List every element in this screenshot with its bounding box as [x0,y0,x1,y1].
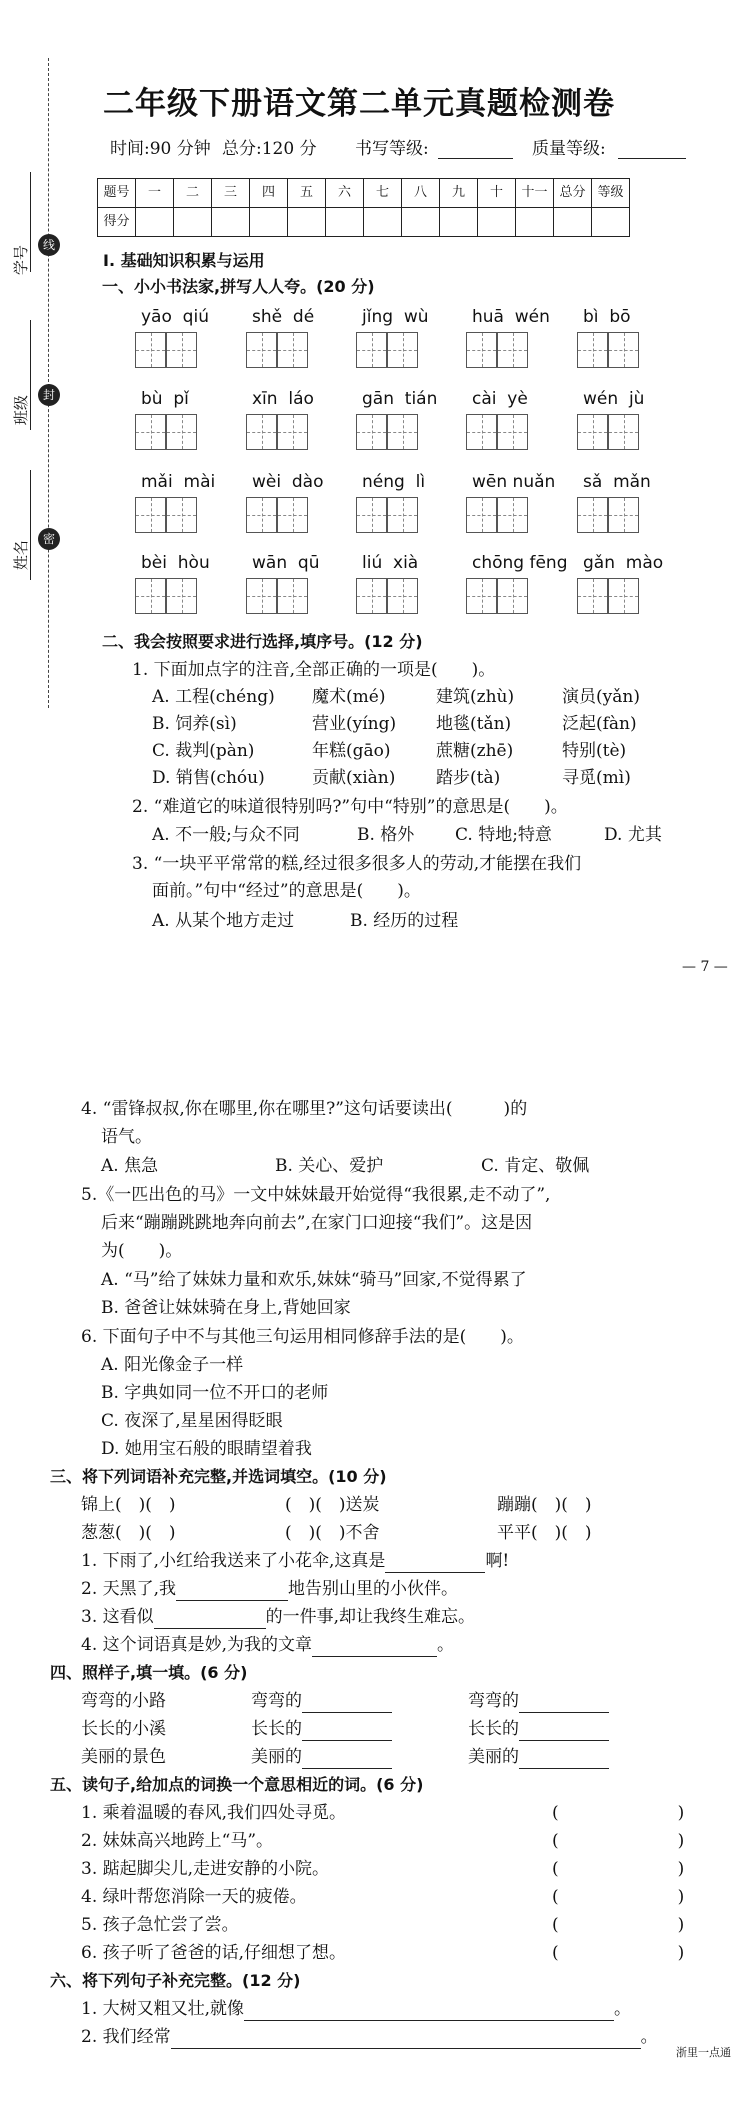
s2-q4-option-c[interactable]: C. 肯定、敬佩 [481,1156,590,1176]
pinyin-label: bì bō [583,307,631,327]
sentence-end: 。 [640,2027,658,2047]
pinyin-label: jǐng wù [362,307,429,327]
score-cell[interactable] [402,208,440,237]
writing-box[interactable] [246,414,277,450]
s4-example: 弯弯的小路 [81,1691,166,1711]
s4-item [468,1718,609,1741]
pinyin-label: wān qū [252,553,320,573]
option-word: 年糕(gāo) [312,741,391,761]
s4-item [468,1746,609,1769]
pinyin-label: bù pǐ [141,389,189,409]
s2-q3-option-b[interactable]: B. 经历的过程 [350,911,459,931]
writing-box[interactable] [608,497,639,533]
writing-box[interactable] [166,414,197,450]
pinyin-label: gān tián [362,389,438,409]
s2-q2-option-d[interactable]: D. 尤其 [604,825,662,845]
writing-box[interactable] [466,332,497,368]
score-cell[interactable] [478,208,516,237]
s3-q3 [81,1606,475,1629]
s2-q4-option-a[interactable]: A. 焦急 [101,1156,159,1176]
writing-box[interactable] [246,332,277,368]
s2-q6-option-b[interactable]: B. 字典如同一位不开口的老师 [101,1383,329,1403]
s3-q4 [81,1634,454,1657]
writing-box[interactable] [277,414,308,450]
item-prefix: 美丽的 [468,1747,519,1767]
table-cell: 二 [174,179,212,208]
s2-q2-option-b[interactable]: B. 格外 [357,825,415,845]
s5-item: 2. 妹妹高兴地跨上“马”。 [81,1831,274,1851]
pinyin-label: gǎn mào [583,553,664,573]
sentence-text: 2. 我们经常 [81,2027,171,2047]
pinyin-label: liú xià [362,553,419,573]
writing-box[interactable] [608,578,639,614]
writing-box[interactable] [135,578,166,614]
s3-word-5[interactable]: ( )( )不舍 [285,1523,380,1543]
s5-answer[interactable]: ( ) [552,1887,685,1907]
s2-q3-line1: 3. “一块平平常常的糕,经过很多很多人的劳动,才能摆在我们 [132,854,582,874]
s3-word-4[interactable]: 葱葱( )( ) [81,1523,176,1543]
pinyin-label: shě dé [252,307,315,327]
sentence-text: 地告别山里的小伙伴。 [288,1579,459,1599]
s2-q1-option-d[interactable] [152,767,265,790]
writing-box[interactable] [166,497,197,533]
writing-box[interactable] [166,332,197,368]
fill-blank[interactable] [171,2048,641,2049]
s3-word-2[interactable]: ( )( )送炭 [285,1495,380,1515]
writing-box[interactable] [277,497,308,533]
option-word: 演员(yǎn) [562,687,640,707]
info-score: 总分:120 分 [222,139,317,159]
writing-box[interactable] [497,332,528,368]
writing-box[interactable] [497,578,528,614]
fill-blank[interactable] [302,1712,392,1713]
table-cell: 得分 [98,208,136,237]
score-table-score-row [98,208,630,237]
s4-heading: 四、照样子,填一填。(6 分) [50,1663,248,1682]
sentence-text: 啊! [485,1551,510,1571]
s2-q4-line1: 4. “雷锋叔叔,你在哪里,你在哪里?”这句话要读出( )的 [81,1099,528,1119]
writing-box[interactable] [577,578,608,614]
score-cell[interactable] [440,208,478,237]
s5-answer[interactable]: ( ) [552,1915,685,1935]
writing-box[interactable] [246,497,277,533]
option-word: 营业(yíng) [312,714,397,734]
s2-q6: 6. 下面句子中不与其他三句运用相同修辞手法的是( )。 [81,1327,524,1347]
table-cell: 题号 [98,179,136,208]
fill-blank[interactable] [312,1656,437,1657]
s3-q1 [81,1550,509,1573]
sentence-text: 。 [437,1635,455,1655]
pinyin-label: yāo qiú [141,307,209,327]
s5-item: 3. 踮起脚尖儿,走进安静的小院。 [81,1859,330,1879]
info-quality: 质量等级: [532,139,606,159]
s2-q5-line1: 5.《一匹出色的马》一文中妹妹最开始觉得“我很累,走不动了”, [81,1185,551,1205]
label-student-id: 学号 [11,245,30,276]
s5-item: 5. 孩子急忙尝了尝。 [81,1915,239,1935]
s2-q6-option-c[interactable]: C. 夜深了,星星困得眨眼 [101,1411,283,1431]
s5-item: 4. 绿叶帮您消除一天的疲倦。 [81,1887,307,1907]
s2-q2-option-a[interactable]: A. 不一般;与众不同 [152,825,300,845]
writing-box[interactable] [356,414,387,450]
s5-heading: 五、读句子,给加点的词换一个意思相近的词。(6 分) [50,1775,424,1794]
table-cell: 总分 [554,179,592,208]
score-cell[interactable] [212,208,250,237]
score-table [97,178,630,237]
table-cell: 七 [364,179,402,208]
quality-blank[interactable] [618,158,686,159]
s2-q1: 1. 下面加点字的注音,全部正确的一项是( )。 [132,660,496,680]
score-cell[interactable] [364,208,402,237]
writing-box[interactable] [387,578,418,614]
s2-q5-line3: 为( )。 [101,1241,183,1261]
s5-answer[interactable]: ( ) [552,1943,685,1963]
table-cell: 十 [478,179,516,208]
label-name: 姓名 [11,540,30,571]
writing-box[interactable] [577,497,608,533]
class-underline [30,320,32,430]
label-class: 班级 [11,395,30,426]
writing-box[interactable] [497,497,528,533]
table-cell: 六 [326,179,364,208]
s5-item: 1. 乘着温暖的春风,我们四处寻觅。 [81,1803,347,1823]
s6-heading: 六、将下列句子补充完整。(12 分) [50,1971,301,1990]
score-cell[interactable] [516,208,554,237]
pinyin-label: huā wén [472,307,550,327]
s6-q1 [81,1998,631,2021]
item-prefix: 美丽的 [251,1747,302,1767]
table-cell: 四 [250,179,288,208]
writing-box[interactable] [577,332,608,368]
score-cell[interactable] [592,208,630,237]
sentence-text: 4. 这个词语真是妙,为我的文章 [81,1635,313,1655]
option-word: 泛起(fàn) [562,714,637,734]
pinyin-label: néng lì [362,472,426,492]
writing-box[interactable] [387,497,418,533]
s2-q5-option-b[interactable]: B. 爸爸让妹妹骑在身上,背她回家 [101,1298,351,1318]
fill-blank[interactable] [519,1712,609,1713]
table-cell: 九 [440,179,478,208]
table-cell: 一 [136,179,174,208]
seal-secret: 密 [38,528,60,550]
s2-q3-line2: 面前。”句中“经过”的意思是( )。 [152,881,421,901]
fill-blank[interactable] [519,1740,609,1741]
table-cell: 八 [402,179,440,208]
s2-q6-option-a[interactable]: A. 阳光像金子一样 [101,1355,244,1375]
fill-blank[interactable] [154,1628,266,1629]
fill-blank[interactable] [244,2020,614,2021]
info-time: 时间:90 分钟 [110,139,211,159]
pinyin-label: xīn láo [252,389,314,409]
s4-item [251,1718,392,1741]
writing-box[interactable] [277,578,308,614]
writing-box[interactable] [387,332,418,368]
item-prefix: 长长的 [468,1719,519,1739]
score-cell[interactable] [174,208,212,237]
writing-box[interactable] [577,414,608,450]
s2-q1-option-b[interactable] [152,713,237,736]
table-cell: 五 [288,179,326,208]
option-word: 特别(tè) [562,741,627,761]
writing-box[interactable] [246,578,277,614]
fill-blank[interactable] [302,1740,392,1741]
fill-blank[interactable] [176,1600,288,1601]
option-word: 地毯(tǎn) [436,714,512,734]
writing-blank[interactable] [438,158,513,159]
item-prefix: 弯弯的 [468,1691,519,1711]
s2-q1-option-c[interactable] [152,740,254,763]
writing-box[interactable] [356,497,387,533]
pinyin-label: sǎ mǎn [583,472,651,492]
s5-item: 6. 孩子听了爸爸的话,仔细想了想。 [81,1943,347,1963]
s4-example: 美丽的景色 [81,1747,166,1767]
student-id-underline [30,172,32,272]
option-text: A. 工程(chéng) [152,687,275,707]
pinyin-label: mǎi mài [141,472,216,492]
seal-line: 线 [38,234,60,256]
option-word: 蔗糖(zhē) [436,741,514,761]
name-underline [30,470,32,580]
score-cell[interactable] [326,208,364,237]
s4-example: 长长的小溪 [81,1719,166,1739]
table-cell: 十一 [516,179,554,208]
fill-blank[interactable] [519,1768,609,1769]
option-text: D. 销售(chóu) [152,768,265,788]
s3-heading: 三、将下列词语补充完整,并选词填空。(10 分) [50,1467,387,1486]
sentence-text: 3. 这看似 [81,1607,154,1627]
writing-box[interactable] [387,414,418,450]
writing-box[interactable] [608,414,639,450]
footer-brand: 浙里一点通 [676,2046,731,2059]
option-text: B. 饲养(sì) [152,714,237,734]
writing-box[interactable] [166,578,197,614]
writing-box[interactable] [356,332,387,368]
writing-box[interactable] [466,578,497,614]
writing-box[interactable] [608,332,639,368]
page-title: 二年级下册语文第二单元真题检测卷 [103,86,615,122]
item-prefix: 弯弯的 [251,1691,302,1711]
s6-q2 [81,2026,658,2049]
s2-heading: 二、我会按照要求进行选择,填序号。(12 分) [102,632,423,651]
s2-q2-option-c[interactable]: C. 特地;特意 [455,825,552,845]
fill-blank[interactable] [385,1572,485,1573]
table-cell: 等级 [592,179,630,208]
s3-q2 [81,1578,458,1601]
writing-box[interactable] [277,332,308,368]
pinyin-label: bèi hòu [141,553,210,573]
option-word: 贡献(xiàn) [312,768,396,788]
s4-item [251,1690,392,1713]
score-cell[interactable] [250,208,288,237]
sentence-text: 的一件事,却让我终生难忘。 [265,1607,476,1627]
option-word: 建筑(zhù) [436,687,515,707]
sentence-text: 2. 天黑了,我 [81,1579,177,1599]
score-cell[interactable] [136,208,174,237]
s2-q4-line2: 语气。 [101,1127,152,1147]
s2-q1-option-a[interactable] [152,686,275,709]
info-writing: 书写等级: [355,139,429,159]
score-cell[interactable] [554,208,592,237]
option-word: 魔术(mé) [312,687,386,707]
s2-q5-option-a[interactable]: A. “马”给了妹妹力量和欢乐,妹妹“骑马”回家,不觉得累了 [101,1270,527,1290]
writing-box[interactable] [466,497,497,533]
pinyin-label: chōng fēng [472,553,568,573]
s3-word-3[interactable]: 蹦蹦( )( ) [497,1495,592,1515]
s2-q4-option-b[interactable]: B. 关心、爱护 [275,1156,384,1176]
fill-blank[interactable] [302,1768,392,1769]
s2-q2: 2. “难道它的味道很特别吗?”句中“特别”的意思是( )。 [132,797,568,817]
binding-line [48,58,49,708]
s2-q3-option-a[interactable]: A. 从某个地方走过 [152,911,295,931]
writing-box[interactable] [135,497,166,533]
s5-answer[interactable]: ( ) [552,1859,685,1879]
item-prefix: 长长的 [251,1719,302,1739]
writing-box[interactable] [356,578,387,614]
page-number: — 7 — [682,959,728,975]
writing-box[interactable] [466,414,497,450]
writing-box[interactable] [135,332,166,368]
s2-q6-option-d[interactable]: D. 她用宝石般的眼睛望着我 [101,1439,312,1459]
score-cell[interactable] [288,208,326,237]
option-word: 踏步(tà) [436,768,501,788]
part-heading: Ⅰ. 基础知识积累与运用 [103,251,265,270]
s5-answer[interactable]: ( ) [552,1803,685,1823]
pinyin-label: wēn nuǎn [472,472,556,492]
s3-word-6[interactable]: 平平( )( ) [497,1523,592,1543]
score-table-header-row [98,179,630,208]
seal-seal: 封 [38,384,60,406]
pinyin-label: wén jù [583,389,645,409]
s2-q5-line2: 后来“蹦蹦跳跳地奔向前去”,在家门口迎接“我们”。这是因 [101,1213,533,1233]
pinyin-label: wèi dào [252,472,324,492]
writing-box[interactable] [135,414,166,450]
table-cell: 三 [212,179,250,208]
pinyin-label: cài yè [472,389,528,409]
sentence-text: 1. 下雨了,小红给我送来了小花伞,这真是 [81,1551,386,1571]
s3-word-1[interactable]: 锦上( )( ) [81,1495,176,1515]
s4-item [468,1690,609,1713]
writing-box[interactable] [497,414,528,450]
s1-heading: 一、小小书法家,拼写人人夸。(20 分) [102,277,375,296]
s4-item [251,1746,392,1769]
option-text: C. 裁判(pàn) [152,741,255,761]
sentence-end: 。 [614,1999,632,2019]
sentence-text: 1. 大树又粗又壮,就像 [81,1999,245,2019]
s5-answer[interactable]: ( ) [552,1831,685,1851]
option-word: 寻觅(mì) [562,768,631,788]
